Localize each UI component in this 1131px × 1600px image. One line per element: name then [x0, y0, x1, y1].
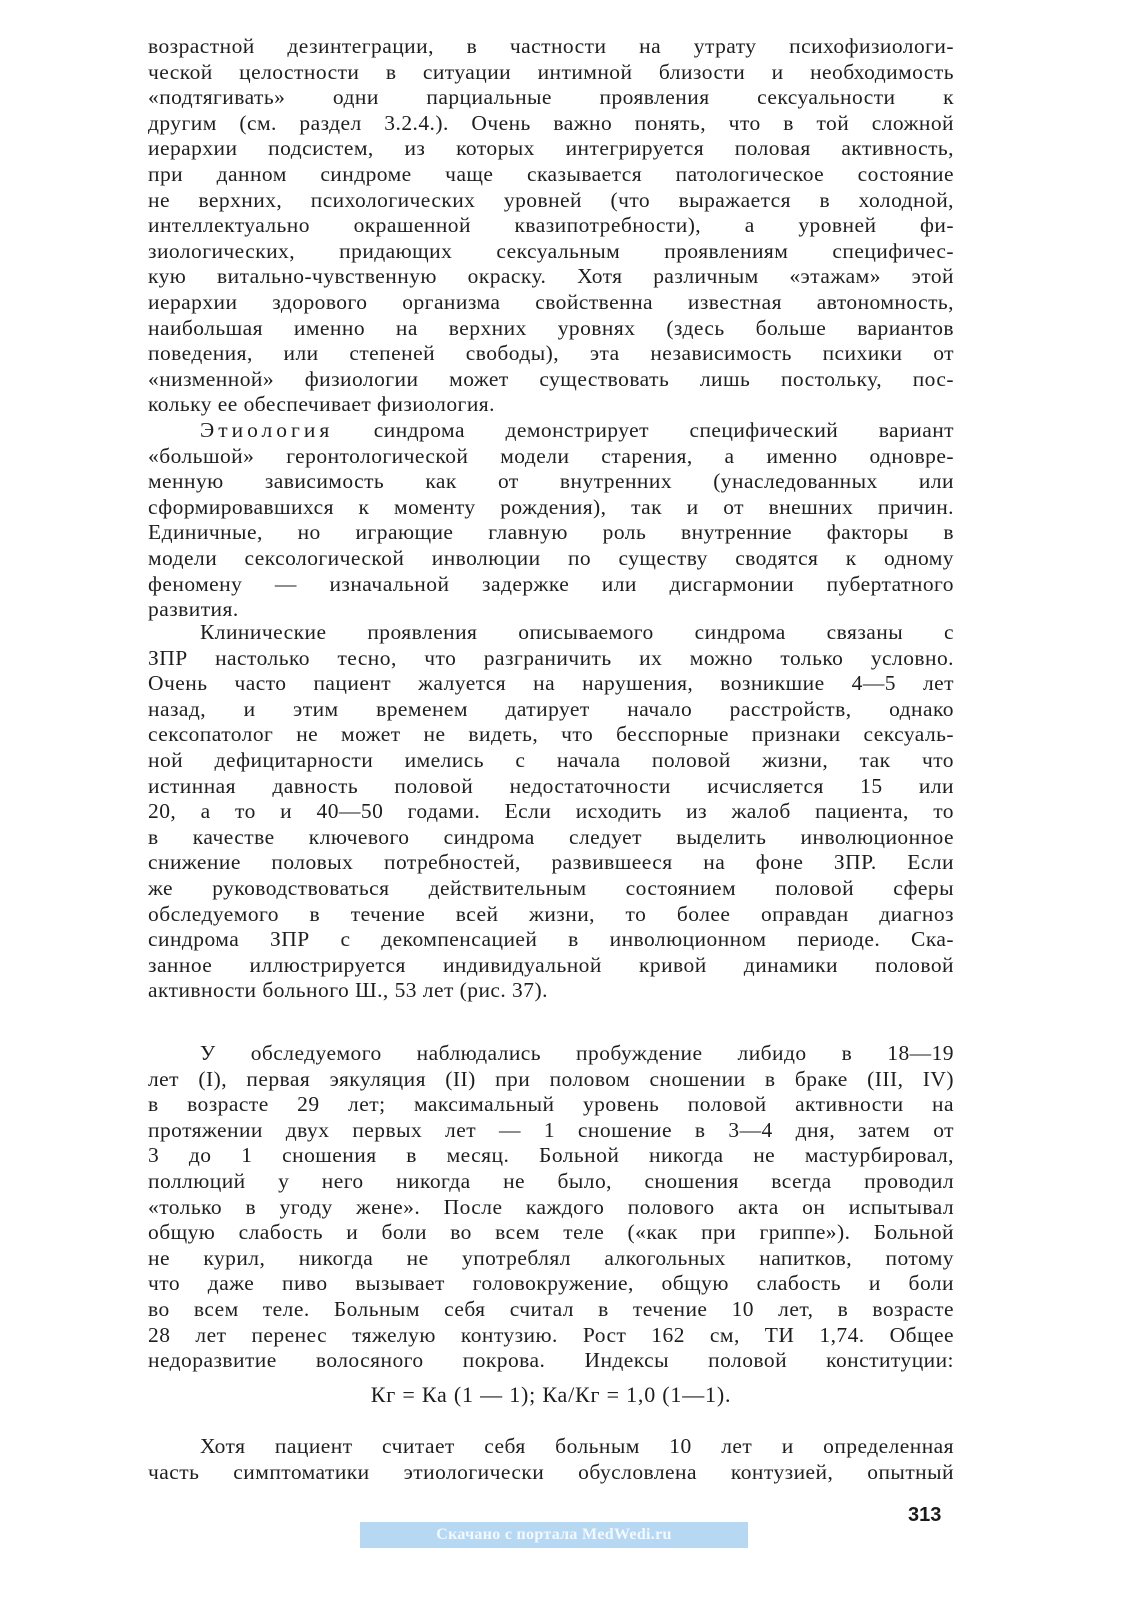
- text-line: часть симптоматики этиологически обусловлена контузией, опытный: [148, 1459, 954, 1484]
- text-line: сексопатолог не может не видеть, что бесспорные признаки сексуаль-: [148, 722, 954, 747]
- text-line: «низменной» физиологии может существовать лишь постольку, пос-: [148, 366, 954, 391]
- page-number: 313: [908, 1504, 942, 1526]
- text-line: ЗПР настолько тесно, что разграничить их можно только условно.: [148, 645, 954, 670]
- watermark-banner: Скачано с портала MedWedi.ru: [360, 1522, 748, 1548]
- text-line: «только в угоду жене». После каждого полового акта он испытывал: [148, 1194, 954, 1219]
- spaced-term: Этиология: [200, 418, 334, 442]
- text-line: Клинические проявления описываемого синдрома связаны с: [200, 620, 954, 644]
- text-line: общую слабость и боли во всем теле («как при гриппе»). Больной: [148, 1220, 954, 1245]
- text-line: другим (см. раздел 3.2.4.). Очень важно понять, что в той сложной: [148, 110, 954, 135]
- text-line: кольку ее обеспечивает физиология.: [148, 392, 495, 417]
- text-line: Очень часто пациент жалуется на нарушения, возникшие 4—5 лет: [148, 671, 954, 696]
- paragraph-conclusion: [148, 1434, 954, 1485]
- text-line: иерархии подсистем, из которых интегрируется половая активность,: [148, 136, 954, 161]
- text-line: занное иллюстрируется индивидуальной кривой динамики половой: [148, 952, 954, 977]
- text-line: развития.: [148, 597, 239, 622]
- text-line: поллюций у него никогда не было, сношения всегда проводил: [148, 1168, 954, 1193]
- text-line: «подтягивать» одни парциальные проявления сексуальности к: [148, 85, 954, 110]
- text-line: активности больного Ш., 53 лет (рис. 37).: [148, 978, 548, 1003]
- text-line: во всем теле. Больным себя считал в течение 10 лет, в возрасте: [148, 1296, 954, 1321]
- text-line: не курил, никогда не употреблял алкогольных напитков, потому: [148, 1245, 954, 1270]
- text-line: иерархии здорового организма свойственна известная автономность,: [148, 289, 954, 314]
- text-line: протяжении двух первых лет — 1 сношение в 3—4 дня, затем от: [148, 1117, 954, 1142]
- text-line: модели сексологической инволюции по существу сводятся к одному: [148, 545, 954, 570]
- text-line: сформировавшихся к моменту рождения), так и от внешних причин.: [148, 494, 954, 519]
- text-line: Хотя пациент считает себя больным 10 лет и определенная: [200, 1434, 954, 1458]
- text-line: истинная давность половой недостаточности исчисляется 15 или: [148, 773, 954, 798]
- text-line: Единичные, но играющие главную роль внутренние факторы в: [148, 520, 954, 545]
- text-line: кую витально-чувственную окраску. Хотя различным «этажам» этой: [148, 264, 954, 289]
- paragraph-etiology: [148, 418, 954, 623]
- text-line: наибольшая именно на верхних уровнях (здесь больше вариантов: [148, 315, 954, 340]
- text-line: же руководствоваться действительным состоянием половой сферы: [148, 875, 954, 900]
- text-line: при данном синдроме чаще сказывается патологическое состояние: [148, 161, 954, 186]
- text-line: снижение половых потребностей, развившееся на фоне ЗПР. Если: [148, 850, 954, 875]
- text-line: возрастной дезинтеграции, в частности на утрату психофизиологи-: [148, 34, 954, 58]
- text-fragment: синдрома демонстрирует специфический вариант: [373, 418, 954, 442]
- text-line: в качестве ключевого синдрома следует выделить инволюционное: [148, 824, 954, 849]
- text-line: в возрасте 29 лет; максимальный уровень половой активности на: [148, 1092, 954, 1117]
- constitution-index-formula: Кг = Ка (1 — 1); Ка/Кг = 1,0 (1—1).: [370, 1382, 732, 1407]
- text-line: [148, 418, 954, 444]
- text-line: феномену — изначальной задержке или дисгармонии пубертатного: [148, 571, 954, 596]
- text-line: поведения, или степеней свободы), эта независимость психики от: [148, 341, 954, 366]
- text-line: не верхних, психологических уровней (что выражается в холодной,: [148, 187, 954, 212]
- text-line: недоразвитие волосяного покрова. Индексы половой конституции:: [148, 1348, 954, 1373]
- text-line: У обследуемого наблюдались пробуждение либидо в 18—19: [200, 1041, 954, 1065]
- text-line: лет (I), первая эякуляция (II) при половом сношении в браке (III, IV): [148, 1066, 954, 1091]
- text-line: «большой» геронтологической модели старения, а именно одновре-: [148, 443, 954, 468]
- text-line: 3 до 1 сношения в месяц. Больной никогда не мастурбировал,: [148, 1143, 954, 1168]
- text-line: ной дефицитарности имелись с начала половой жизни, так что: [148, 747, 954, 772]
- text-line: 28 лет перенес тяжелую контузию. Рост 162 см, ТИ 1,74. Общее: [148, 1322, 954, 1347]
- text-line: зиологических, придающих сексуальным проявлениям специфичес-: [148, 238, 954, 263]
- text-line: интеллектуально окрашенной квазипотребности), а уровней фи-: [148, 213, 954, 238]
- paragraph-1: [148, 34, 954, 418]
- text-line: менную зависимость как от внутренних (унаследованных или: [148, 469, 954, 494]
- text-line: ческой целостности в ситуации интимной близости и необходимость: [148, 59, 954, 84]
- text-line: 20, а то и 40—50 годами. Если исходить из жалоб пациента, то: [148, 799, 954, 824]
- text-line: синдрома ЗПР с декомпенсацией в инволюционном периоде. Ска-: [148, 927, 954, 952]
- text-line: назад, и этим временем датирует начало расстройств, однако: [148, 696, 954, 721]
- paragraph-clinical: [148, 620, 954, 1004]
- text-line: обследуемого в течение всей жизни, то более оправдан диагноз: [148, 901, 954, 926]
- text-line: что даже пиво вызывает головокружение, общую слабость и боли: [148, 1271, 954, 1296]
- paragraph-case: [148, 1041, 954, 1374]
